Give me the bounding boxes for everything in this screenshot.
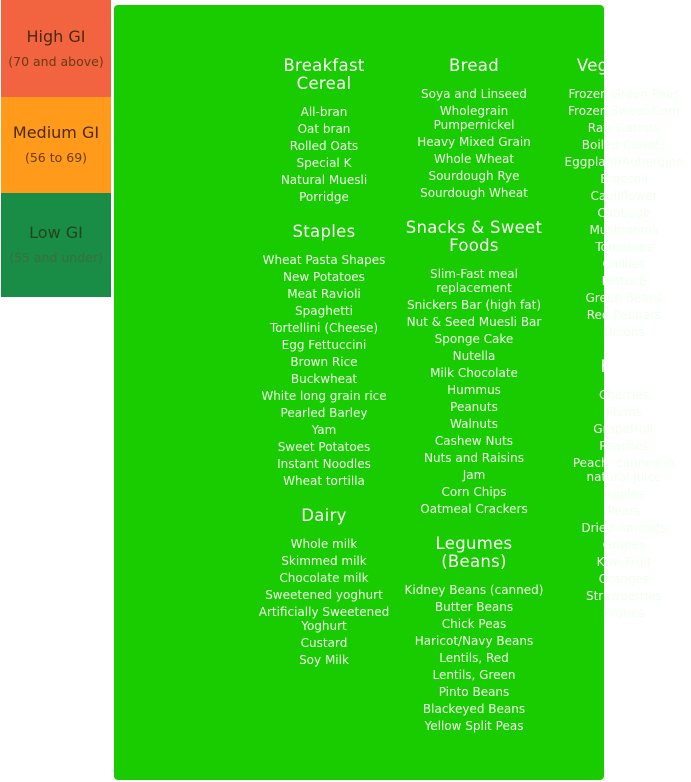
food-item: Raw Carrots xyxy=(587,121,661,135)
food-item: Pears xyxy=(607,504,641,518)
food-item: Chick Peas xyxy=(441,617,507,631)
food-item: Soya and Linseed xyxy=(421,87,527,101)
food-category xyxy=(400,57,548,200)
food-item: Kiwi Fruit xyxy=(596,555,652,569)
food-item: Peach, canned in natural juice xyxy=(572,456,676,484)
legend-range: (55 and under) xyxy=(9,250,103,265)
food-list xyxy=(557,87,691,339)
food-item: Milk Chocolate xyxy=(430,366,518,380)
legend-label: Low GI xyxy=(29,223,83,242)
food-item: Whole Wheat xyxy=(433,152,515,166)
food-item: Jam xyxy=(462,468,486,482)
food-item: Natural Muesli xyxy=(280,173,368,187)
food-item: Hummus xyxy=(447,383,501,397)
food-item: Chillies xyxy=(602,257,646,271)
category-title: Bread xyxy=(449,56,499,75)
food-item: Skimmed milk xyxy=(281,554,367,568)
food-item: Red Peppers xyxy=(586,308,662,322)
food-item: Soy Milk xyxy=(299,653,349,667)
food-item: New Potatoes xyxy=(283,270,365,284)
food-item: Special K xyxy=(296,156,352,170)
food-list xyxy=(400,267,548,516)
legend-high-gi xyxy=(1,0,111,97)
legend-label: High GI xyxy=(26,26,86,46)
section-gap xyxy=(258,207,390,223)
food-item: Peanuts xyxy=(450,400,498,414)
food-item: Lentils, Red xyxy=(439,651,509,665)
food-item: Wholegrain Pumpernickel xyxy=(433,104,515,132)
food-item: Yam xyxy=(311,423,337,437)
food-item: Artificially Sweetened Yoghurt xyxy=(258,605,390,633)
food-item: Eggplant/Aubergine xyxy=(564,155,684,169)
food-column-3 xyxy=(557,57,691,623)
food-item: Nut & Seed Muesli Bar xyxy=(406,315,542,329)
food-item: Oatmeal Crackers xyxy=(420,502,528,516)
food-item: Butter Beans xyxy=(434,600,514,614)
food-list xyxy=(258,253,390,488)
food-category xyxy=(400,219,548,516)
food-item: Brown Rice xyxy=(290,355,358,369)
legend-range: (56 to 69) xyxy=(24,150,88,165)
food-item: Peaches xyxy=(599,439,649,453)
food-item: Oat bran xyxy=(297,122,351,136)
food-item: Sourdough Wheat xyxy=(420,186,528,200)
food-item: Porridge xyxy=(299,190,349,204)
food-item: Strawberries xyxy=(585,589,663,603)
legend-low-gi xyxy=(1,193,111,297)
food-item: Cabbage xyxy=(597,206,651,220)
legend-range: (70 and above) xyxy=(8,53,104,69)
food-item: Sweet Potatoes xyxy=(277,440,371,454)
food-category xyxy=(400,535,548,733)
food-item: Apples xyxy=(603,487,645,501)
food-category xyxy=(258,223,390,488)
food-list xyxy=(400,87,548,200)
legend-label: Medium GI xyxy=(12,123,100,142)
food-item: Dried Apricots xyxy=(581,521,667,535)
food-item: Sweetened yoghurt xyxy=(265,588,383,602)
category-title: Snacks & Sweet Foods xyxy=(405,218,543,255)
category-title: Breakfast Cereal xyxy=(283,56,365,93)
food-item: Green Beans xyxy=(585,291,663,305)
food-item: Meat Ravioli xyxy=(287,287,361,301)
food-category xyxy=(258,57,390,204)
food-item: Sponge Cake xyxy=(434,332,514,346)
food-column-2 xyxy=(400,57,548,736)
food-item: Tomatoes xyxy=(595,240,653,254)
food-list xyxy=(258,105,390,204)
food-item: Lettuce xyxy=(601,274,647,288)
food-item: Nuts and Raisins xyxy=(424,451,524,465)
section-gap xyxy=(557,342,691,358)
food-column-1 xyxy=(258,57,390,670)
food-item: Cauliflower xyxy=(590,189,658,203)
food-item: Cherries xyxy=(599,388,649,402)
legend-medium-gi xyxy=(1,97,111,193)
food-item: Egg Fettuccini xyxy=(281,338,367,352)
food-item: Blackeyed Beans xyxy=(422,702,526,716)
category-title: Vegetables xyxy=(576,56,672,75)
food-item: Rolled Oats xyxy=(289,139,359,153)
food-item: White long grain rice xyxy=(261,389,387,403)
food-item: Boiled Carrots xyxy=(581,138,667,152)
food-item: Custard xyxy=(300,636,348,650)
food-item: Buckwheat xyxy=(290,372,358,386)
food-item: Snickers Bar (high fat) xyxy=(406,298,541,312)
food-item: Haricot/Navy Beans xyxy=(414,634,534,648)
section-gap xyxy=(400,519,548,535)
food-item: Heavy Mixed Grain xyxy=(417,135,531,149)
food-item: Grapes xyxy=(602,538,646,552)
food-item: Prunes xyxy=(603,606,645,620)
food-item: Lentils, Green xyxy=(432,668,516,682)
food-item: Walnuts xyxy=(450,417,498,431)
food-item: Plums xyxy=(605,405,643,419)
food-item: Mushrooms xyxy=(589,223,659,237)
food-item: Pearled Barley xyxy=(280,406,368,420)
food-item: Wheat Pasta Shapes xyxy=(262,253,386,267)
food-item: Nutella xyxy=(452,349,496,363)
category-title: Fruits xyxy=(600,357,648,376)
food-item: Kidney Beans (canned) xyxy=(404,583,544,597)
section-gap xyxy=(400,203,548,219)
food-item: Onions xyxy=(603,325,645,339)
section-gap xyxy=(258,491,390,507)
food-item: Chocolate milk xyxy=(279,571,369,585)
food-item: Oranges xyxy=(598,572,650,586)
food-item: Broccoli xyxy=(600,172,648,186)
food-item: Wheat tortilla xyxy=(283,474,365,488)
food-item: Yellow Split Peas xyxy=(424,719,524,733)
food-item: Slim-Fast meal replacement xyxy=(430,267,518,295)
food-category xyxy=(557,57,691,339)
category-title: Dairy xyxy=(301,506,347,525)
food-list xyxy=(258,537,390,667)
category-title: Legumes (Beans) xyxy=(435,534,513,571)
food-item: Tortellini (Cheese) xyxy=(269,321,379,335)
gi-legend xyxy=(1,0,111,297)
food-item: Whole milk xyxy=(290,537,358,551)
food-list xyxy=(557,388,691,620)
food-item: Frozen Green Peas xyxy=(568,87,680,101)
food-item: Spaghetti xyxy=(295,304,353,318)
food-item: Instant Noodles xyxy=(277,457,371,471)
food-item: Frozen Sweet Corn xyxy=(568,104,680,118)
food-category xyxy=(557,358,691,620)
food-item: Cashew Nuts xyxy=(434,434,514,448)
food-item: Pinto Beans xyxy=(438,685,510,699)
category-title: Staples xyxy=(292,222,356,241)
food-category xyxy=(258,507,390,667)
food-item: All-bran xyxy=(300,105,348,119)
food-item: Sourdough Rye xyxy=(428,169,520,183)
food-list xyxy=(400,583,548,733)
low-gi-food-panel xyxy=(114,5,684,780)
food-item: Corn Chips xyxy=(441,485,507,499)
food-item: Grapefruit xyxy=(593,422,655,436)
